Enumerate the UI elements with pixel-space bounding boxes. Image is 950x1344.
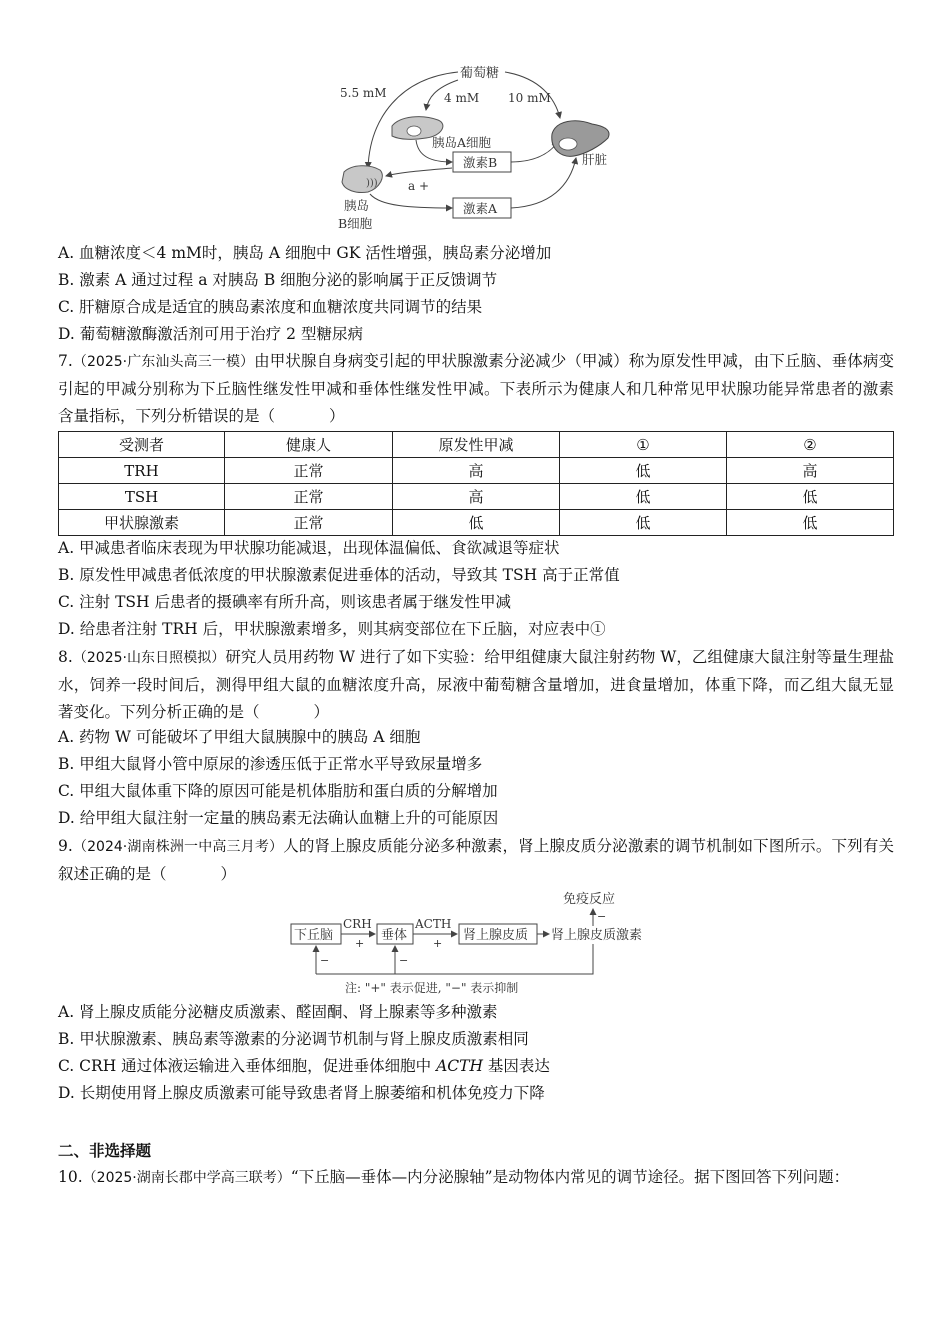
q10-stem-text: “下丘脑—垂体—内分泌腺轴”是动物体内常见的调节途径。据下图回答下列问题： [290,1168,850,1186]
table-header-cell: 原发性甲减 [393,432,560,458]
hormone-b-label: 激素B [463,155,498,170]
liver-shape [552,121,609,156]
table-cell: 高 [727,458,894,484]
conc-5-5-label: 5.5 mM [340,86,387,100]
q6-option-a: A. 血糖浓度＜4 mM时，胰岛 A 细胞中 GK 活性增强，胰岛素分泌增加 [58,244,552,262]
table-row [59,510,894,536]
q8-number: 8. [58,648,73,666]
q8-stem [58,644,894,726]
table-row [59,484,894,510]
q9-stem [58,833,894,888]
b-cell-label-1: 胰岛 [344,198,370,213]
q10-stem [58,1164,894,1192]
q6-option-d: D. 葡萄糖激酶激活剂可用于治疗 2 型糖尿病 [58,325,363,343]
table-cell: 正常 [225,484,393,510]
q6-option-b: B. 激素 A 通过过程 a 对胰岛 B 细胞分泌的影响属于正反馈调节 [58,271,498,289]
b-cell-wave: ))) [366,178,378,189]
q8-source: （2025·山东日照模拟） [72,650,226,666]
q9-option-c-gene: ACTH [436,1057,483,1075]
liver-spot [559,138,577,150]
hypothalamus-label: 下丘脑 [294,928,334,943]
arrow-bcell-to-hormone-a [370,194,452,208]
table-header-cell: 健康人 [225,432,393,458]
table-cell: 低 [727,510,894,536]
q7-option-b: B. 原发性甲减患者低浓度的甲状腺激素促进垂体的活动，导致其 TSH 高于正常值 [58,566,620,584]
q8-option-b: B. 甲组大鼠肾小管中原尿的渗透压低于正常水平导致尿量增多 [58,755,483,773]
q9-number: 9. [58,837,73,855]
crh-plus-sign: + [355,937,365,950]
acth-plus-sign: + [433,937,443,950]
table-cell: TRH [59,458,225,484]
q8-option-c: C. 甲组大鼠体重下降的原因可能是机体脂肪和蛋白质的分解增加 [58,782,498,800]
glucose-label: 葡萄糖 [460,66,500,81]
adrenal-regulation-figure [285,886,675,998]
feedback-minus-pituitary: − [399,954,409,967]
conc-4-label: 4 mM [444,91,480,105]
q7-source: （2025·广东汕头高三一模） [72,354,255,370]
immune-response-label: 免疫反应 [563,892,616,907]
q7-number: 7. [58,352,73,370]
q8-option-a: A. 药物 W 可能破坏了甲组大鼠胰腺中的胰岛 A 细胞 [58,728,421,746]
q7-option-d: D. 给患者注射 TRH 后，甲状腺激素增多，则其病变部位在下丘脑，对应表中① [58,620,606,638]
table-cell: 正常 [225,458,393,484]
q9-stem-text: 人的肾上腺皮质能分泌多种激素，肾上腺皮质分泌激素的调节机制如下图所示。下列有关叙述正确的是（ [58,837,894,883]
table-row [59,458,894,484]
q6-option-c: C. 肝糖原合成是适宜的胰岛素浓度和血糖浓度共同调节的结果 [58,298,483,316]
q9-source: （2024·湖南株洲一中高三月考） [72,839,284,855]
q9-option-b: B. 甲状腺激素、胰岛素等激素的分泌调节机制与肾上腺皮质激素相同 [58,1030,529,1048]
q10-number: 10. [58,1168,83,1186]
a-cell-label: 胰岛A细胞 [432,135,492,150]
table-header-cell: 受测者 [59,432,225,458]
acth-label: ACTH [415,917,452,931]
q9-paren-close: ） [220,865,237,883]
table-cell: 低 [393,510,560,536]
conc-10-label: 10 mM [508,91,551,105]
table-header-cell: ② [727,432,894,458]
q9-option-c [58,1056,550,1076]
table-cell: 低 [560,484,727,510]
glucose-regulation-figure [330,58,630,238]
table-header-cell: ① [560,432,727,458]
q8-paren-close: ） [313,703,330,721]
adrenal-hormone-label: 肾上腺皮质激素 [551,928,643,943]
q8-stem-text: 研究人员用药物 W 进行了如下实验：给甲组健康大鼠注射药物 W，乙组健康大鼠注射等量生理盐水，饲养一段时间后，测得甲组大鼠的血糖浓度升高，尿液中葡萄糖含量增加，进食量增加，体重下降，而乙组大鼠无显著变化。下列分析正确的是（ [58,648,894,721]
q9-option-a: A. 肾上腺皮质能分泌糖皮质激素、醛固酮、肾上腺素等多种激素 [58,1003,498,1021]
q7-option-a: A. 甲减患者临床表现为甲状腺功能减退，出现体温偏低、食欲减退等症状 [58,539,560,557]
q7-stem-text: 由甲状腺自身病变引起的甲状腺激素分泌减少（甲减）称为原发性甲减，由下丘脑、垂体病变引起的甲减分别称为下丘脑性继发性甲减和垂体性继发性甲减。下表所示为健康人和几种常见甲状腺功能异常患者的激素含量指标，下列分析错误的是（ [58,352,894,425]
feedback-minus-hypothalamus: − [320,954,330,967]
q9-option-c-pre: C. CRH 通过体液运输进入垂体细胞，促进垂体细胞中 [58,1057,437,1075]
q7-paren-close: ） [329,407,345,425]
table-cell: 高 [393,484,560,510]
pituitary-label: 垂体 [381,928,408,943]
section-title: 二、非选择题 [58,1141,152,1160]
table-cell: 高 [393,458,560,484]
table-cell: 正常 [225,510,393,536]
q8-option-d: D. 给甲组大鼠注射一定量的胰岛素无法确认血糖上升的可能原因 [58,809,499,827]
liver-label: 肝脏 [582,152,608,167]
hormone-a-label: 激素A [463,201,498,216]
table-cell: TSH [59,484,225,510]
q7-option-c: C. 注射 TSH 后患者的摄碘率有所升高，则该患者属于继发性甲减 [58,593,511,611]
immune-minus-sign: − [597,910,607,923]
a-plus-label: a + [408,179,430,193]
q10-source: （2025·湖南长郡中学高三联考） [82,1170,291,1186]
a-cell-dot [407,126,421,136]
arrow-hormone-a-to-liver [511,158,576,208]
q7-hormone-table [58,431,894,536]
adrenal-cortex-label: 肾上腺皮质 [463,928,529,943]
table-header-row [59,432,894,458]
diagram-note: 注: "+" 表示促进, "−" 表示抑制 [345,981,519,995]
b-cell-label-2: B细胞 [338,216,373,231]
q9-option-c-post: 基因表达 [483,1057,550,1075]
table-cell: 低 [727,484,894,510]
table-cell: 甲状腺激素 [59,510,225,536]
table-cell: 低 [560,458,727,484]
table-cell: 低 [560,510,727,536]
q7-stem [58,348,894,430]
arrow-acell-to-bcell [386,168,452,176]
arrow-hormone-b-to-liver [511,142,558,162]
crh-label: CRH [343,917,372,931]
q9-option-d: D. 长期使用肾上腺皮质激素可能导致患者肾上腺萎缩和机体免疫力下降 [58,1084,545,1102]
